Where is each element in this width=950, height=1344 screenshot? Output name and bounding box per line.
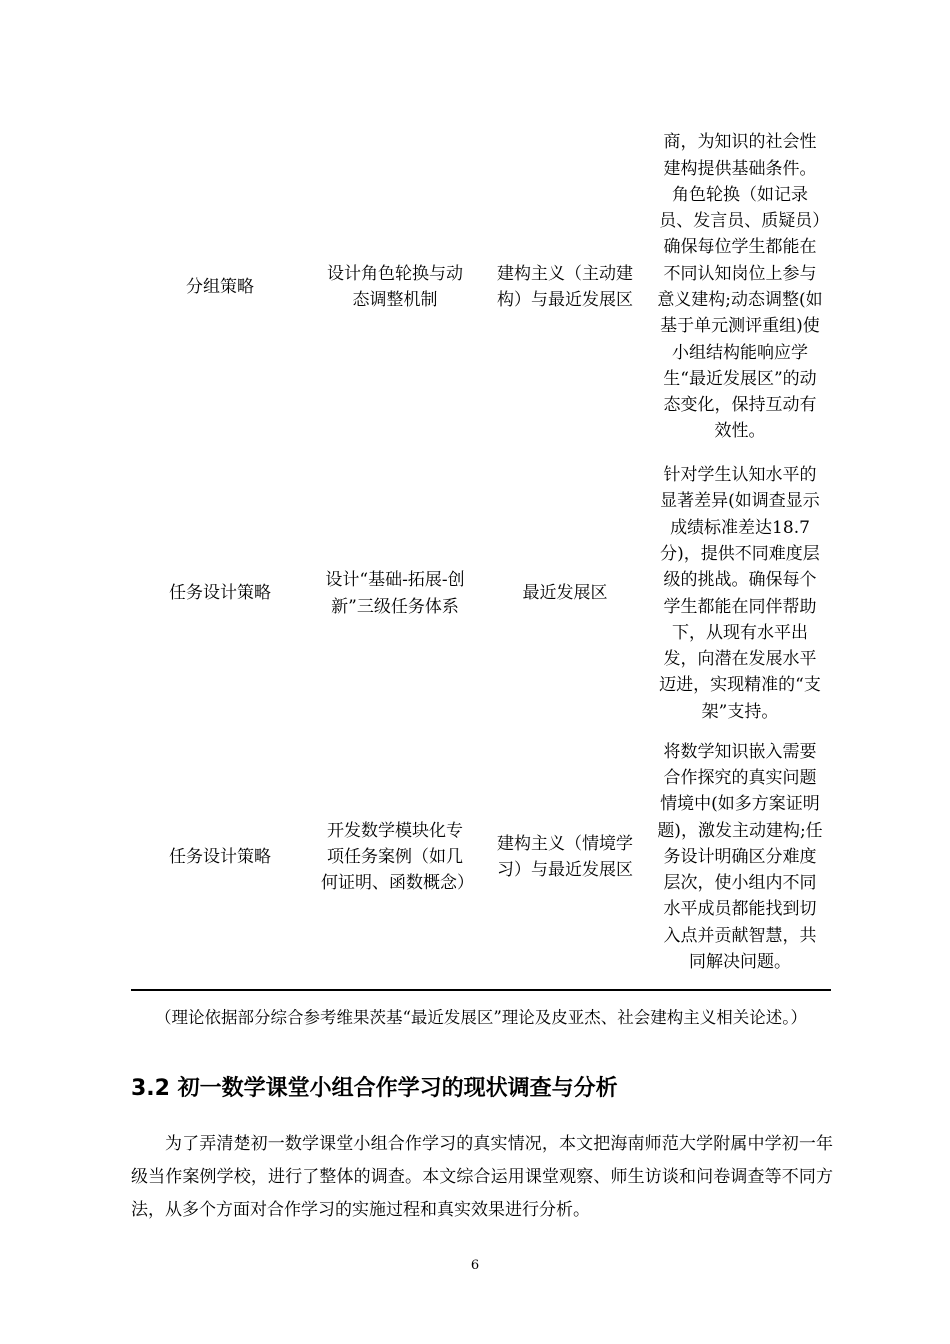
strategy-cell: 任务设计策略	[169, 583, 271, 604]
strategy-cell: 分组策略	[186, 276, 254, 297]
table-note: （理论依据部分综合参考维果茨基“最近发展区”理论及皮亚杰、社会建构主义相关论述。）	[154, 1008, 808, 1027]
table-row	[131, 462, 831, 725]
measure-cell: 设计“基础-拓展-创新”三级任务体系	[325, 570, 465, 617]
theory-cell: 最近发展区	[522, 583, 608, 604]
table-row	[131, 725, 831, 990]
body-paragraph: 为了弄清楚初一数学课堂小组合作学习的真实情况，本文把海南师范大学附属中学初一年级当作案例学校，进行了整体的调查。本文综合运用课堂观察、师生访谈和问卷调查等不同方法，从多个方面对合作学习的实施过程和真实效果进行分析。	[131, 1134, 833, 1220]
measure-cell: 设计角色轮换与动态调整机制	[327, 263, 463, 310]
page-number: 6	[470, 1258, 480, 1273]
table-row	[131, 112, 831, 462]
strategy-cell: 任务设计策略	[131, 725, 309, 990]
section-heading: 3.2 初一数学课堂小组合作学习的现状调查与分析	[131, 1076, 618, 1101]
explanation-cell: 针对学生认知水平的显著差异(如调查显示成绩标准差达18.7分)，提供不同难度层级的挑战。确保每个学生都能在同伴帮助下，从现有水平出发，向潜在发展水平迈进，实现精准的“支架”支持。	[659, 465, 821, 722]
explanation-cell: 商，为知识的社会性建构提供基础条件。角色轮换（如记录员、发言员、质疑员）确保每位学生都能在不同认知岗位上参与意义建构;动态调整(如基于单元测评重组)使小组结构能响应学生“最近发展区”的动态变化，保持互动有效性。	[657, 132, 823, 442]
strategy-table	[131, 112, 831, 991]
theory-cell: 建构主义（情境学习）与最近发展区	[481, 725, 649, 990]
measure-cell: 开发数学模块化专项任务案例（如几何证明、函数概念）	[309, 725, 481, 990]
explanation-cell: 将数学知识嵌入需要合作探究的真实问题情境中(如多方案证明题)，激发主动建构;任务设计明确区分难度层次，使小组内不同水平成员都能找到切入点并贡献智慧，共同解决问题。	[649, 725, 831, 990]
theory-cell: 建构主义（主动建构）与最近发展区	[497, 263, 633, 310]
